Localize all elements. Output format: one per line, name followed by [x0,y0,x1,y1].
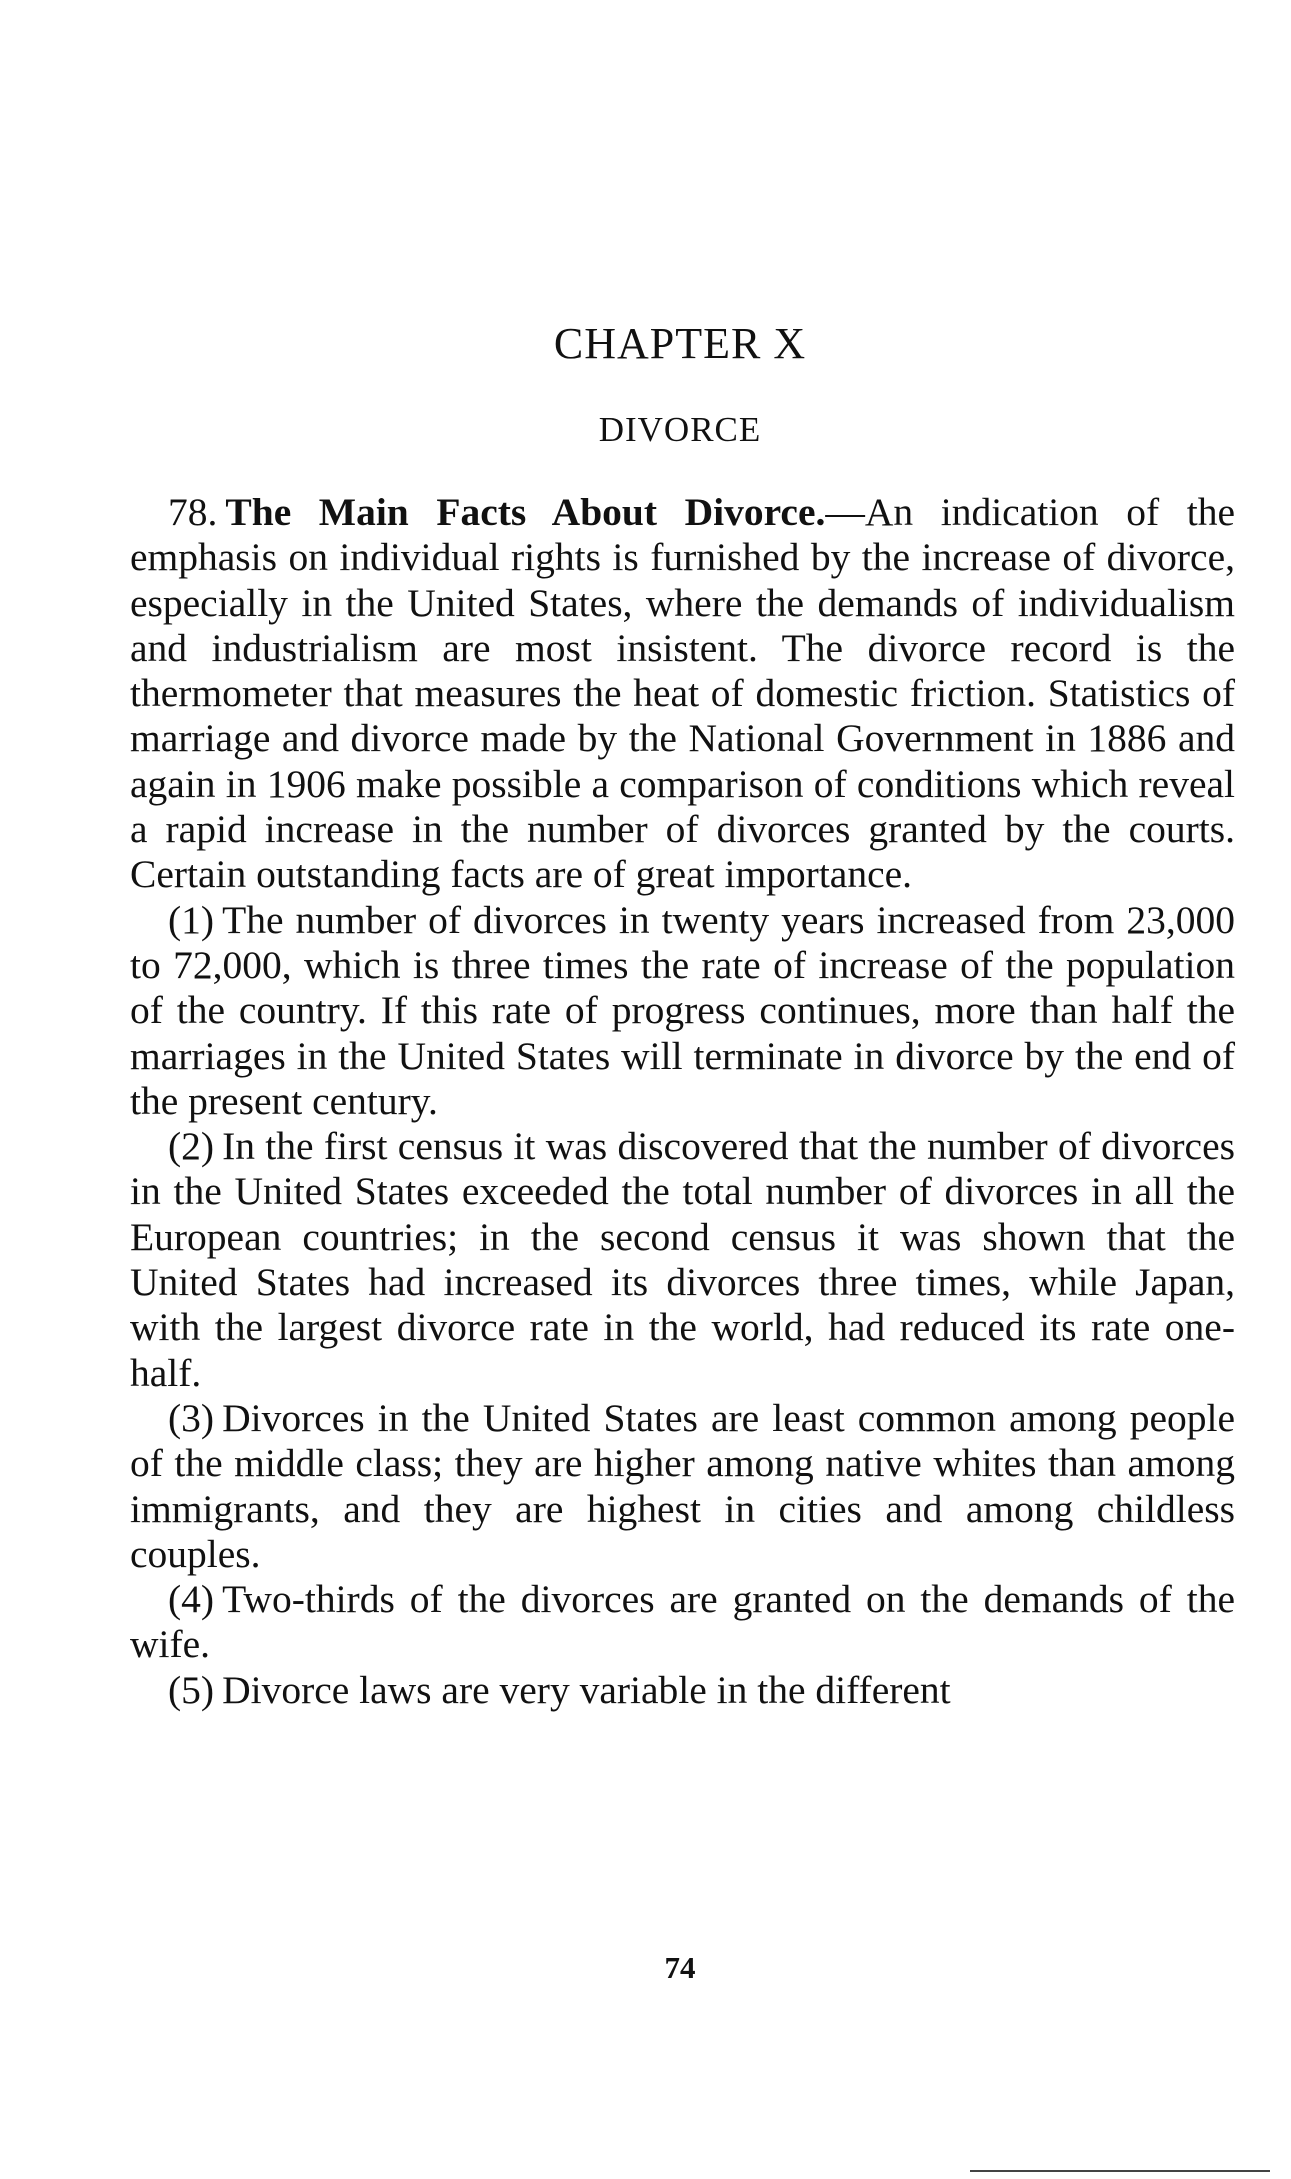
page-number: 74 [664,1950,696,1985]
fact-text: Divorces in the United States are least common among people of the middle class; they are higher among native whites than among immigrants, and they are highest in cities and among childless couples. [130,1395,1235,1576]
fact-text: In the first census it was discovered that the number of divorces in the United States exceeded the total number of divorces in all the European countries; in the second census it was shown that the United States had increased its divorces three times, while Japan, with the largest divorce rate in the world, had reduced its rate one-half. [130,1124,1235,1395]
chapter-title: CHAPTER X [553,319,807,368]
fact-marker: (4) [168,1577,215,1622]
fact-paragraph-5 [130,1668,1235,1713]
body-text [130,490,1235,1713]
fact-text: Divorce laws are very variable in the different [222,1667,951,1712]
section-heading: The Main Facts About Divorce. [225,490,826,534]
fact-marker: (1) [168,897,215,942]
section-paragraph [130,490,1235,898]
section-intro: —An indication of the emphasis on individual rights is furnished by the increase of divorce, especially in the United States, where the demands of individualism and industrialism are most insistent. The divorce record is the thermometer that measures the heat of domestic friction. Statistics of marriage and divorce made by the National Government in 1886 and again in 1906 make possible a comparison of conditions which reveal a rapid increase in the number of divorces granted by the courts. Certain outstanding facts are of great importance. [130,490,1235,897]
fact-paragraph-4 [130,1577,1235,1668]
fact-paragraph-3 [130,1396,1235,1577]
fact-marker: (3) [168,1395,215,1440]
fact-text: The number of divorces in twenty years increased from 23,000 to 72,000, which is three times the rate of increase of the population of the country. If this rate of progress continues, more than half the marriages in the United States will terminate in divorce by the end of the present century. [130,897,1235,1123]
chapter-subtitle: DIVORCE [598,410,762,449]
section-number: 78. [168,490,218,534]
fact-paragraph-2 [130,1124,1235,1396]
fact-marker: (2) [168,1124,215,1169]
fact-text: Two-thirds of the divorces are granted on the demands of the wife. [130,1577,1235,1667]
scan-edge-rule [970,2170,1270,2172]
fact-marker: (5) [168,1667,215,1712]
fact-paragraph-1 [130,898,1235,1124]
